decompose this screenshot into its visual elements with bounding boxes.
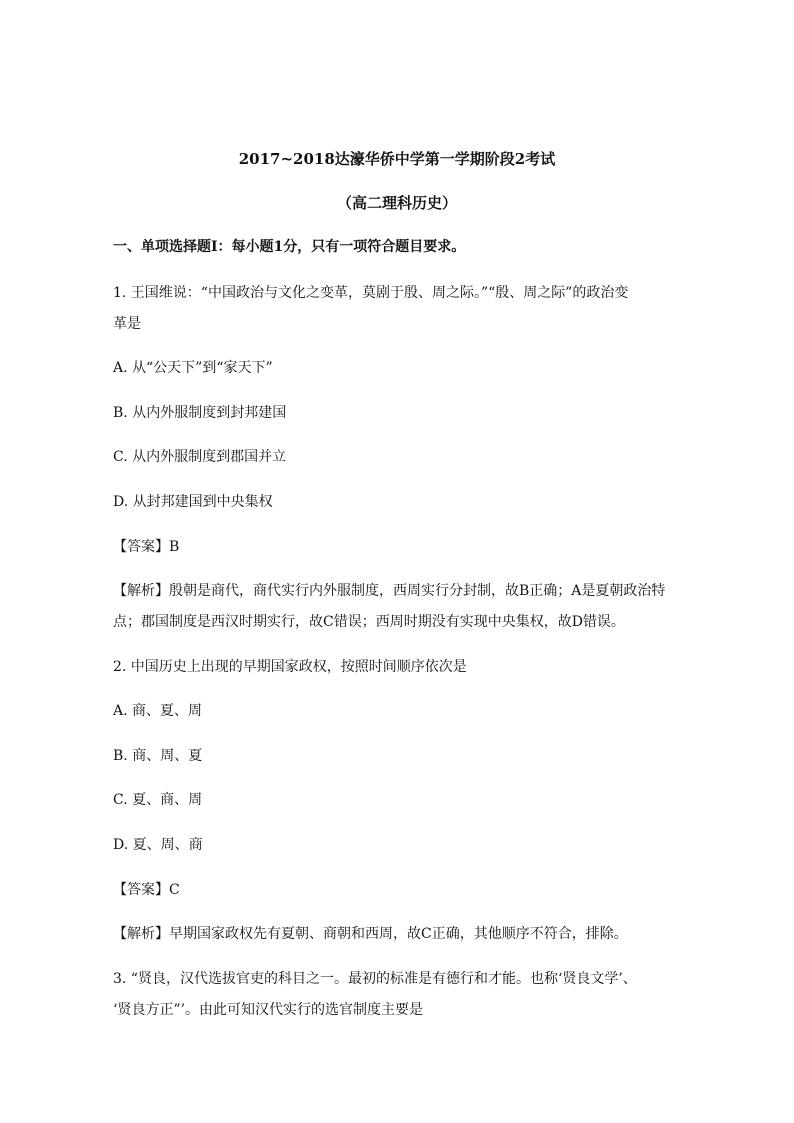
q3-stem-line2: ‘贤良方正”’。由此可知汉代实行的选官制度主要是 xyxy=(113,1002,424,1018)
section-heading: 一、单项选择题Ⅰ：每小题1分，只有一项符合题目要求。 xyxy=(113,239,466,255)
q1-stem-line2: 革是 xyxy=(113,316,141,332)
q2-option-b: B. 商、周、夏 xyxy=(113,748,203,764)
q1-option-c: C. 从内外服制度到郡国并立 xyxy=(113,449,287,465)
q1-analysis-line2: 点；郡国制度是西汉时期实行，故C错误；西周时期没有实现中央集权，故D错误。 xyxy=(113,614,625,630)
q2-option-c: C. 夏、商、周 xyxy=(113,792,203,808)
exam-title: 2017~2018达濠华侨中学第一学期阶段2考试 xyxy=(238,150,556,168)
q2-option-d: D. 夏、周、商 xyxy=(113,837,203,853)
q1-analysis-line1: 【解析】殷朝是商代，商代实行内外服制度，西周实行分封制，故B正确；A是夏朝政治特 xyxy=(113,583,666,599)
q1-option-b: B. 从内外服制度到封邦建国 xyxy=(113,405,287,421)
q1-stem-line1: 1. 王国维说：“中国政治与文化之变革，莫剧于殷、周之际。”“殷、周之际”的政治变 xyxy=(113,285,629,301)
exam-subtitle: （高二理科历史） xyxy=(336,194,457,212)
q2-analysis-line1: 【解析】早期国家政权先有夏朝、商朝和西周，故C正确，其他顺序不符合，排除。 xyxy=(113,926,628,942)
q1-option-d: D. 从封邦建国到中央集权 xyxy=(113,494,273,510)
q1-option-a: A. 从“公天下”到“家天下” xyxy=(113,360,273,376)
q3-stem-line1: 3. “贤良，汉代选拔官吏的科目之一。最初的标准是有德行和才能。也称‘贤良文学’、 xyxy=(113,971,637,987)
q1-answer: 【答案】B xyxy=(113,539,180,555)
q2-stem-line1: 2. 中国历史上出现的早期国家政权，按照时间顺序依次是 xyxy=(113,659,467,675)
q2-answer: 【答案】C xyxy=(113,882,180,898)
q2-option-a: A. 商、夏、周 xyxy=(113,703,203,719)
